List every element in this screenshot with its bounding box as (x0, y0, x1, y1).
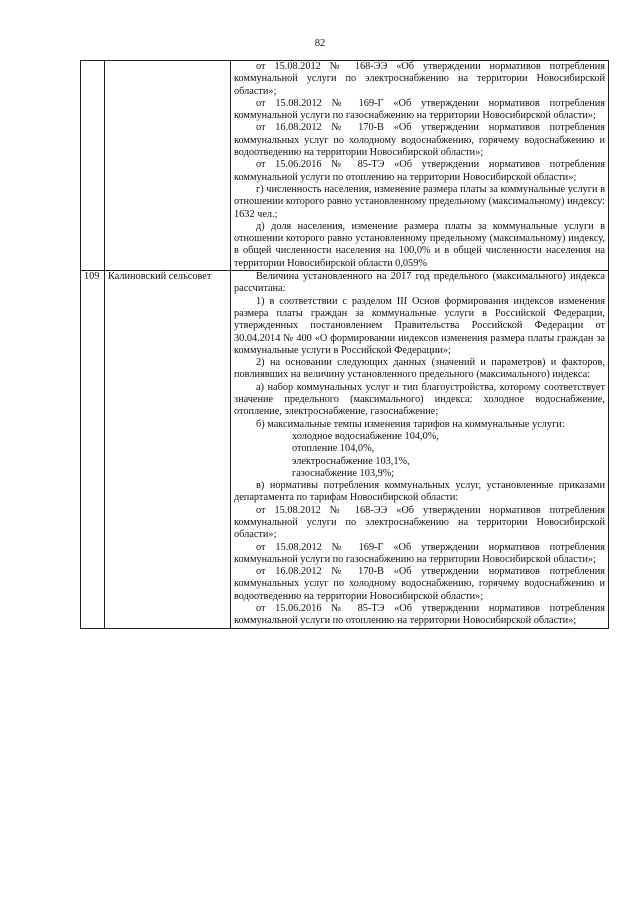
paragraph: 1) в соответствии с разделом III Основ формирования индексов изменения размера платы граждан за коммунальные услуги в Российской Федерации, утвержденных постановлением Правительства Российской Федерации от 30.04.2014 № 400 «О формировании индексов изменения размера платы граждан за коммунальные услуги в Российской Федерации»; (234, 295, 605, 356)
document-table (80, 60, 609, 629)
paragraph: а) набор коммунальных услуг и тип благоустройства, которому соответствует значение предельного (максимального) индекса: холодное водоснабжение, отопление, электроснабжение, газоснабжение; (234, 381, 605, 418)
row-description (231, 61, 609, 271)
municipality-name (105, 61, 231, 271)
paragraph: д) доля населения, изменение размера платы за коммунальные услуги в отношении которого равно установленному предельному (максимальному) индексу, в общей численности населения на 100,0% и в общей численности населения на территории Новосибирской области 0,059% (234, 220, 605, 269)
paragraph: от 15.08.2012 № 168-ЭЭ «Об утверждении нормативов потребления коммунальной услуги по электроснабжению на территории Новосибирской области»; (234, 61, 605, 97)
paragraph: 2) на основании следующих данных (значений и параметров) и факторов, повлиявших на величину установленного предельного (максимального) индекса: (234, 357, 605, 381)
table-row (81, 61, 609, 271)
paragraph: от 15.06.2016 № 85-ТЭ «Об утверждении нормативов потребления коммунальной услуги по отоплению на территории Новосибирской области»; (234, 159, 605, 183)
row-number (81, 61, 105, 271)
paragraph: от 15.08.2012 № 169-Г «Об утверждении нормативов потребления коммунальной услуги по газоснабжению на территории Новосибирской области»; (234, 541, 605, 565)
paragraph: г) численность населения, изменение размера платы за коммунальные услуги в отношении которого равно установленному предельному (максимальному) индексу: 1632 чел.; (234, 183, 605, 220)
paragraph: от 15.08.2012 № 169-Г «Об утверждении нормативов потребления коммунальной услуги по газоснабжению на территории Новосибирской области»; (234, 97, 605, 122)
rate-item: газоснабжение 103,9%; (292, 467, 395, 479)
rate-item: холодное водоснабжение 104,0%, (292, 430, 439, 442)
municipality-name: Калиновский сельсовет (105, 271, 231, 629)
paragraph: б) максимальные темпы изменения тарифов на коммунальные услуги: (256, 418, 565, 430)
paragraph: Величина установленного на 2017 год предельного (максимального) индекса рассчитана: (234, 271, 605, 295)
rate-item: отопление 104,0%, (292, 443, 375, 455)
row-number: 109 (81, 271, 105, 629)
paragraph: от 16.08.2012 № 170-В «Об утверждении нормативов потребления коммунальных услуг по холодному водоснабжению, горячему водоснабжению и водоотведению на территории Новосибирской области»; (234, 122, 605, 159)
rate-item: электроснабжение 103,1%, (292, 455, 410, 467)
paragraph: от 15.08.2012 № 168-ЭЭ «Об утверждении нормативов потребления коммунальной услуги по электроснабжению на территории Новосибирской области»; (234, 504, 605, 541)
row-description (231, 271, 609, 629)
page-number: 82 (314, 38, 326, 49)
paragraph: от 15.06.2016 № 85-ТЭ «Об утверждении нормативов потребления коммунальной услуги по отоплению на территории Новосибирской области»; (234, 603, 605, 627)
paragraph: от 16.08.2012 № 170-В «Об утверждении нормативов потребления коммунальных услуг по холодному водоснабжению, горячему водоснабжению и водоотведению на территории Новосибирской области»; (234, 566, 605, 602)
table-row (81, 271, 609, 629)
paragraph: в) нормативы потребления коммунальных услуг, установленные приказами департамента по тарифам Новосибирской области: (234, 480, 605, 504)
